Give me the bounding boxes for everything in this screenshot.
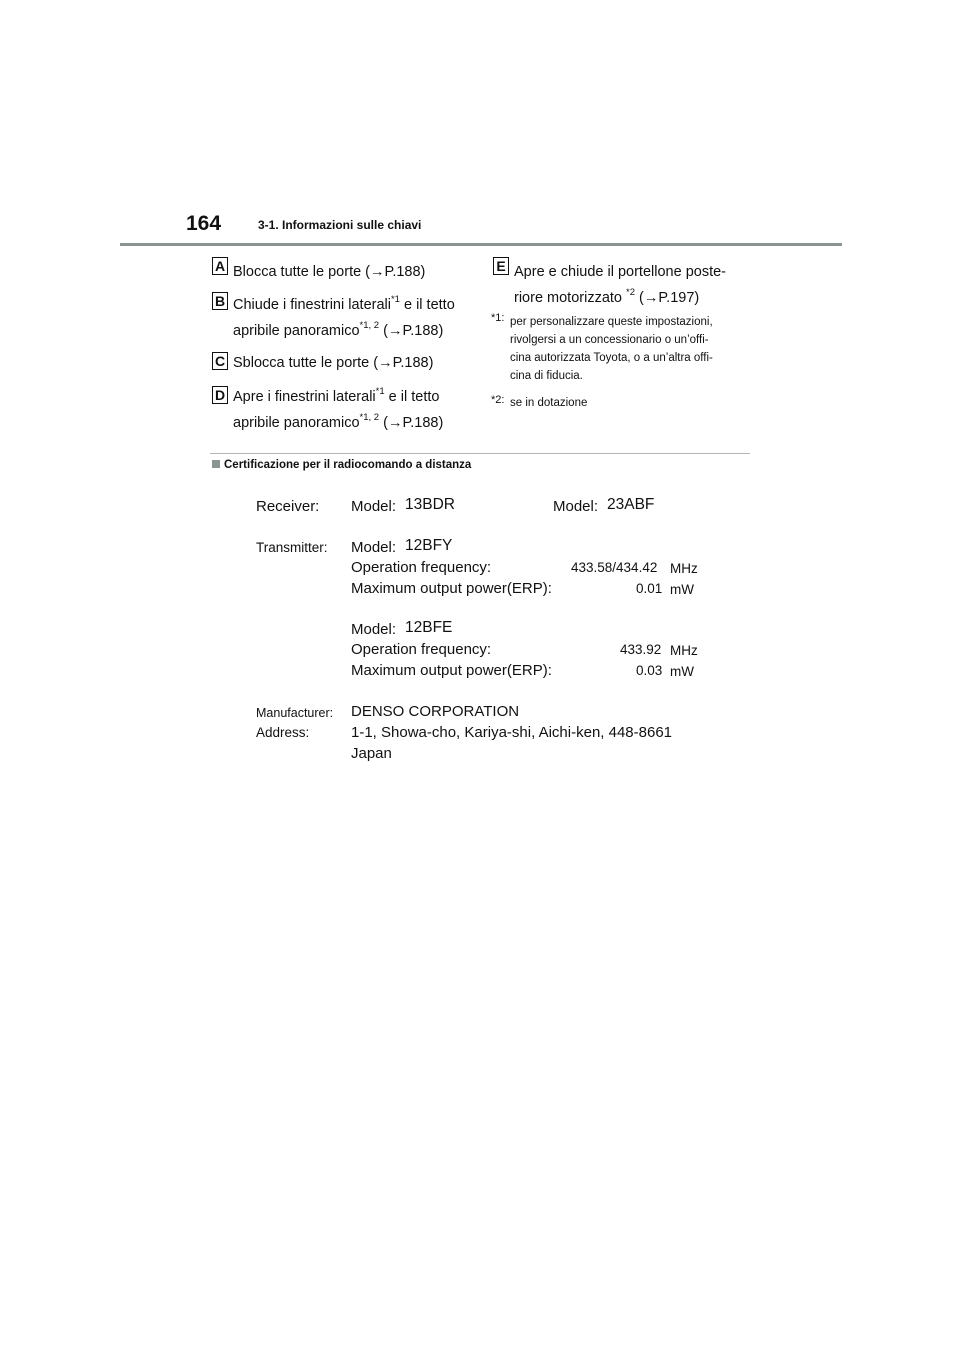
arrow-icon: → [370,264,385,280]
transmitter-2-freq: 433.92 [620,642,662,657]
transmitter-2-model-label: Model: [351,621,397,638]
transmitter-2-power-label: Maximum output power(ERP): [351,662,552,679]
item-a-text: Blocca tutte le porte (→P.188) [233,264,426,280]
transmitter-1-freq: 433.58/434.42 [571,560,658,575]
footnote-2: se in dotazione [510,397,588,409]
footnote-2-label: *2: [491,394,505,406]
footnote-1-label: *1: [491,312,505,324]
transmitter-2-power: 0.03 [636,663,663,678]
transmitter-1-power-label: Maximum output power(ERP): [351,580,552,597]
transmitter-1-power-unit: mW [670,582,694,597]
section-divider [210,453,750,454]
receiver-label: Receiver: [256,498,320,515]
page-number: 164 [186,212,222,235]
transmitter-2-model: 12BFE [405,619,453,636]
arrow-icon: → [387,415,403,431]
transmitter-label: Transmitter: [256,540,328,555]
transmitter-1-freq-unit: MHz [670,561,698,576]
item-b-line2: apribile panoramico$^{*1, 2}$ (→P.188) [233,320,444,339]
manufacturer-label: Manufacturer: [256,706,334,720]
item-d-line2: apribile panoramico$^{*1, 2}$ (→P.188) [233,412,444,431]
address-label: Address: [256,725,310,740]
receiver-model-1: 13BDR [405,496,455,513]
transmitter-2-freq-unit: MHz [670,643,698,658]
address-line-1: 1-1, Showa-cho, Kariya-shi, Aichi-ken, 448-8661 [351,724,673,741]
certification-heading: Certificazione per il radiocomando a distanza [212,459,471,471]
transmitter-1-power: 0.01 [636,581,663,596]
item-e-line2: riore motorizzato $^{*2}$ (→P.197) [514,287,700,306]
transmitter-2-power-unit: mW [670,664,694,679]
label-box-a: A [212,257,228,275]
arrow-icon: → [378,355,393,371]
transmitter-1-freq-label: Operation frequency: [351,559,492,576]
arrow-icon: → [387,323,403,339]
address-line-2: Japan [351,745,392,762]
transmitter-1-model-label: Model: [351,539,397,556]
label-box-e: E [493,257,509,275]
label-box-c: C [212,352,228,370]
item-e-line1: Apre e chiude il portellone poste- [514,264,726,280]
footnote-1: per personalizzare queste impostazioni, rivolgersi a un concessionario o un’offi- cina autorizzata Toyota, o a un’altra offi- cina di fiducia. [510,316,713,382]
receiver-model-1-label: Model: [351,498,397,515]
label-box-b: B [212,292,228,310]
item-c-text: Sblocca tutte le porte (→P.188) [233,355,434,371]
receiver-model-2-label: Model: [553,498,599,515]
item-b-line1: Chiude i finestrini laterali$^{*1}$ e il tetto [233,294,455,313]
header-rule [120,243,842,246]
transmitter-1-model: 12BFY [405,537,453,554]
label-box-d: D [212,386,228,404]
receiver-model-2: 23ABF [607,496,655,513]
arrow-icon: → [643,290,659,306]
square-bullet-icon [212,460,220,468]
manufacturer-name: DENSO CORPORATION [351,703,520,720]
item-d-line1: Apre i finestrini laterali$^{*1}$ e il tetto [233,386,440,405]
section-title: 3-1. Informazioni sulle chiavi [258,218,422,232]
transmitter-2-freq-label: Operation frequency: [351,641,492,658]
